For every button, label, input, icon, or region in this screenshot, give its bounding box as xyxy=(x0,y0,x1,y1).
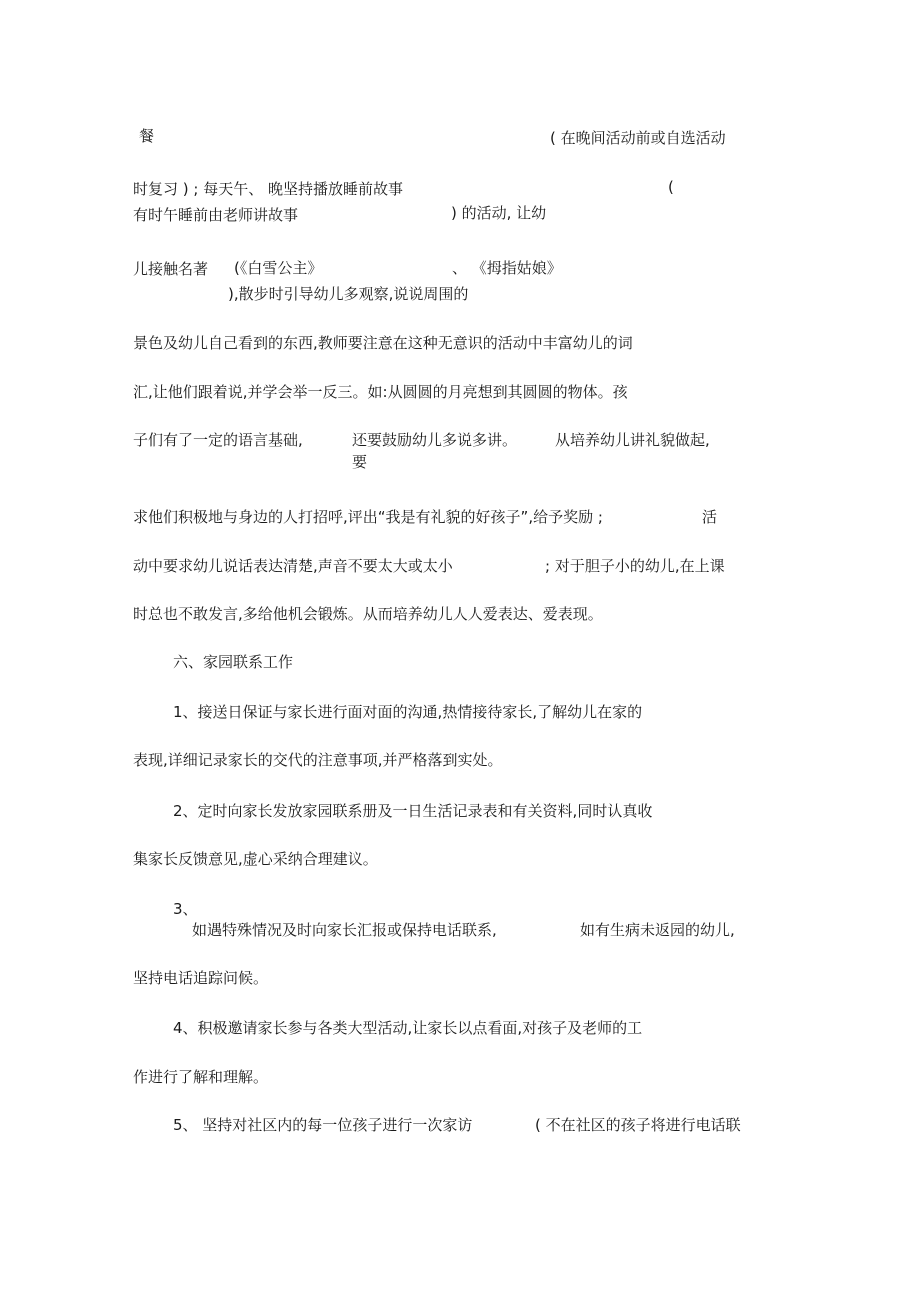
text-line: 儿接触名著 xyxy=(133,260,209,278)
text-line: ; 对于胆子小的幼儿,在上课 xyxy=(545,557,725,575)
text-line: 求他们积极地与身边的人打招呼,评出“我是有礼貌的好孩子”,给予奖励 ; xyxy=(133,508,603,526)
text-line: 表现,详细记录家长的交代的注意事项,并严格落到实处。 xyxy=(133,751,503,769)
text-line: 如有生病未返园的幼儿, xyxy=(580,921,735,939)
text-line: 时复习 ) ; 每天午、 晚坚持播放睡前故事 xyxy=(133,180,403,198)
section-heading: 六、家园联系工作 xyxy=(173,653,294,671)
text-line: ) 的活动, 让幼 xyxy=(451,204,547,222)
text-line: 时总也不敢发言,多给他机会锻炼。从而培养幼儿人人爱表达、爱表现。 xyxy=(133,605,603,623)
text-line: 从培养幼儿讲礼貌做起, xyxy=(555,431,710,449)
text-line: 餐 xyxy=(139,127,155,145)
text-line: 子们有了一定的语言基础, xyxy=(133,431,303,449)
text-line: 要 xyxy=(352,453,368,471)
text-line: 集家长反馈意见,虚心采纳合理建议。 xyxy=(133,850,378,868)
text-line: 动中要求幼儿说话表达清楚,声音不要太大或太小 xyxy=(133,557,453,575)
text-line: 、 《拇指姑娘》 xyxy=(452,259,562,277)
text-line: 如遇特殊情况及时向家长汇报或保持电话联系, xyxy=(192,921,497,939)
text-line: 还要鼓励幼儿多说多讲。 xyxy=(352,431,518,449)
text-line: (《白雪公主》 xyxy=(234,259,323,277)
text-line: ( 在晚间活动前或自选活动 xyxy=(550,129,726,147)
text-line: 2、定时向家长发放家园联系册及一日生活记录表和有关资料,同时认真收 xyxy=(173,802,653,820)
text-line: 5、 坚持对社区内的每一位孩子进行一次家访 xyxy=(173,1116,473,1134)
text-line: 景色及幼儿自己看到的东西,教师要注意在这种无意识的活动中丰富幼儿的词 xyxy=(133,334,633,352)
text-line: 汇,让他们跟着说,并学会举一反三。如:从圆圆的月亮想到其圆圆的物体。孩 xyxy=(133,383,628,401)
text-line: 3、 xyxy=(173,900,198,918)
text-line: 坚持电话追踪问候。 xyxy=(133,969,269,987)
text-line: ( xyxy=(668,178,674,196)
text-line: 1、接送日保证与家长进行面对面的沟通,热情接待家长,了解幼儿在家的 xyxy=(173,703,643,721)
text-line: 有时午睡前由老师讲故事 xyxy=(133,206,299,224)
text-line: ( 不在社区的孩子将进行电话联 xyxy=(535,1116,741,1134)
text-line: 作进行了解和理解。 xyxy=(133,1068,269,1086)
text-line: 活 xyxy=(702,508,718,526)
text-line: 4、积极邀请家长参与各类大型活动,让家长以点看面,对孩子及老师的工 xyxy=(173,1019,643,1037)
text-line: ),散步时引导幼儿多观察,说说周围的 xyxy=(228,285,469,303)
